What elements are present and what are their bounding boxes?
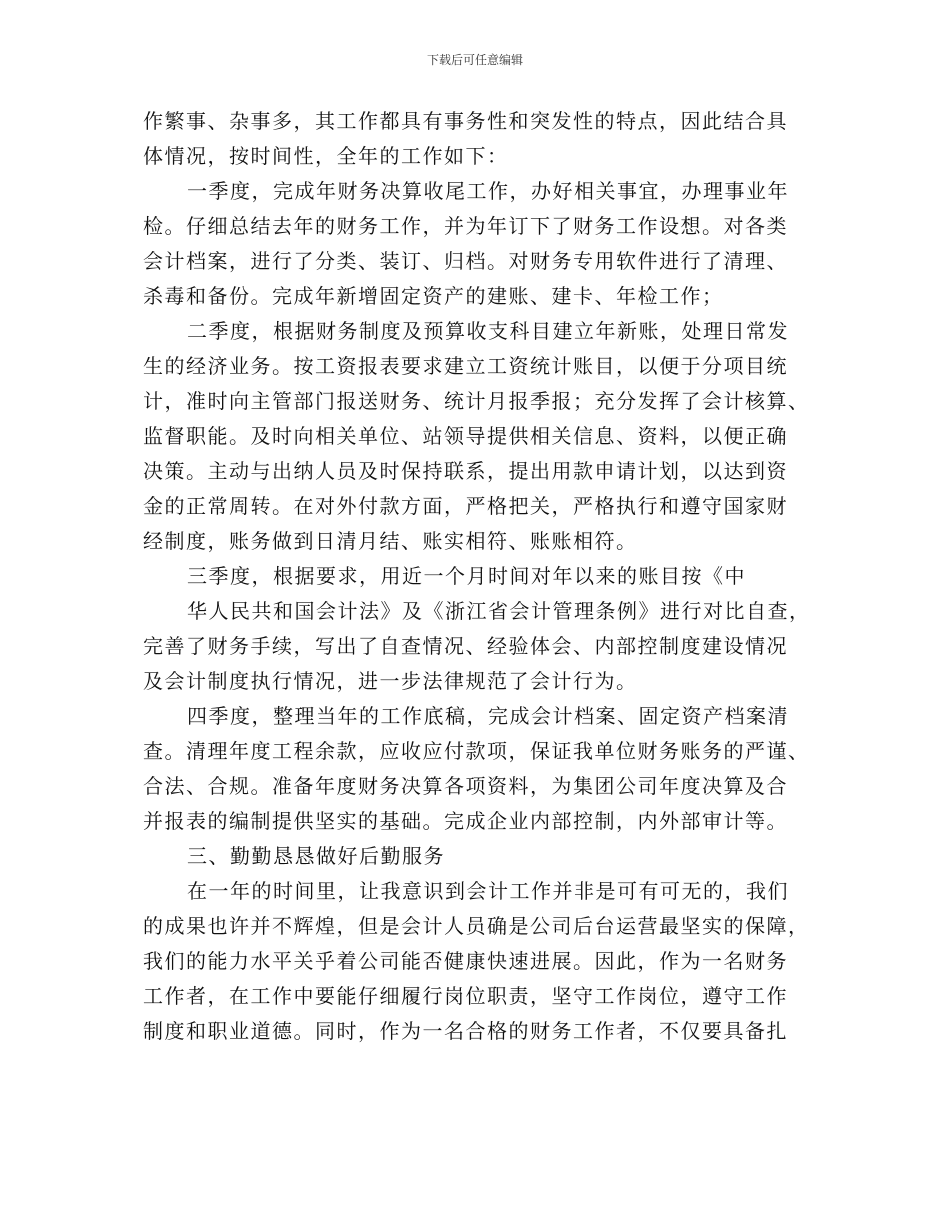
text-line: 的成果也许并不辉煌，但是会计人员确是公司后台运营最坚实的保障， <box>143 914 810 938</box>
text-line: 经制度，账务做到日清月结、账实相符、账账相符。 <box>143 529 638 553</box>
text-line: 作繁事、杂事多，其工作都具有事务性和突发性的特点，因此结合具 <box>143 109 788 133</box>
text-line: 杀毒和备份。完成年新增固定资产的建账、建卡、年检工作； <box>143 284 724 308</box>
section-heading: 三、勤勤恳恳做好后勤服务 <box>187 844 445 868</box>
paragraph-start: 在一年的时间里，让我意识到会计工作并非是可有可无的，我们 <box>187 879 789 903</box>
text-line: 生的经济业务。按工资报表要求建立工资统计账目，以便于分项目统 <box>143 354 788 378</box>
text-line: 会计档案，进行了分类、装订、归档。对财务专用软件进行了清理、 <box>143 249 788 273</box>
paragraph-start-q2: 二季度，根据财务制度及预算收支科目建立年新账，处理日常发 <box>187 319 789 343</box>
text-line: 监督职能。及时向相关单位、站领导提供相关信息、资料，以便正确 <box>143 424 788 448</box>
paragraph-start-q3: 三季度，根据要求，用近一个月时间对年以来的账目按《中 <box>187 564 746 588</box>
text-line: 华人民共和国会计法》及《浙江省会计管理条例》进行对比自查， <box>187 599 811 623</box>
text-line: 金的正常周转。在对外付款方面，严格把关，严格执行和遵守国家财 <box>143 494 788 518</box>
text-line: 制度和职业道德。同时，作为一名合格的财务工作者，不仅要具备扎 <box>143 1019 788 1043</box>
text-line: 合法、合规。准备年度财务决算各项资料，为集团公司年度决算及合 <box>143 774 788 798</box>
document-body <box>143 104 823 1049</box>
page-header: 下载后可任意编辑 <box>426 53 523 67</box>
text-line: 并报表的编制提供坚实的基础。完成企业内部控制，内外部审计等。 <box>143 809 788 833</box>
text-line: 查。清理年度工程余款，应收应付款项，保证我单位财务账务的严谨、 <box>143 739 810 763</box>
text-line: 计，准时向主管部门报送财务、统计月报季报；充分发挥了会计核算、 <box>143 389 810 413</box>
text-line: 决策。主动与出纳人员及时保持联系，提出用款申请计划，以达到资 <box>143 459 788 483</box>
paragraph-start-q1: 一季度，完成年财务决算收尾工作，办好相关事宜，办理事业年 <box>187 179 789 203</box>
text-line: 我们的能力水平关乎着公司能否健康快速进展。因此，作为一名财务 <box>143 949 788 973</box>
paragraph-start-q4: 四季度，整理当年的工作底稿，完成会计档案、固定资产档案清 <box>187 704 789 728</box>
text-line: 工作者，在工作中要能仔细履行岗位职责，坚守工作岗位，遵守工作 <box>143 984 788 1008</box>
text-line: 体情况，按时间性，全年的工作如下： <box>143 144 509 168</box>
text-line: 完善了财务手续，写出了自查情况、经验体会、内部控制度建设情况 <box>143 634 788 658</box>
text-line: 检。仔细总结去年的财务工作，并为年订下了财务工作设想。对各类 <box>143 214 788 238</box>
text-line: 及会计制度执行情况，进一步法律规范了会计行为。 <box>143 669 638 693</box>
